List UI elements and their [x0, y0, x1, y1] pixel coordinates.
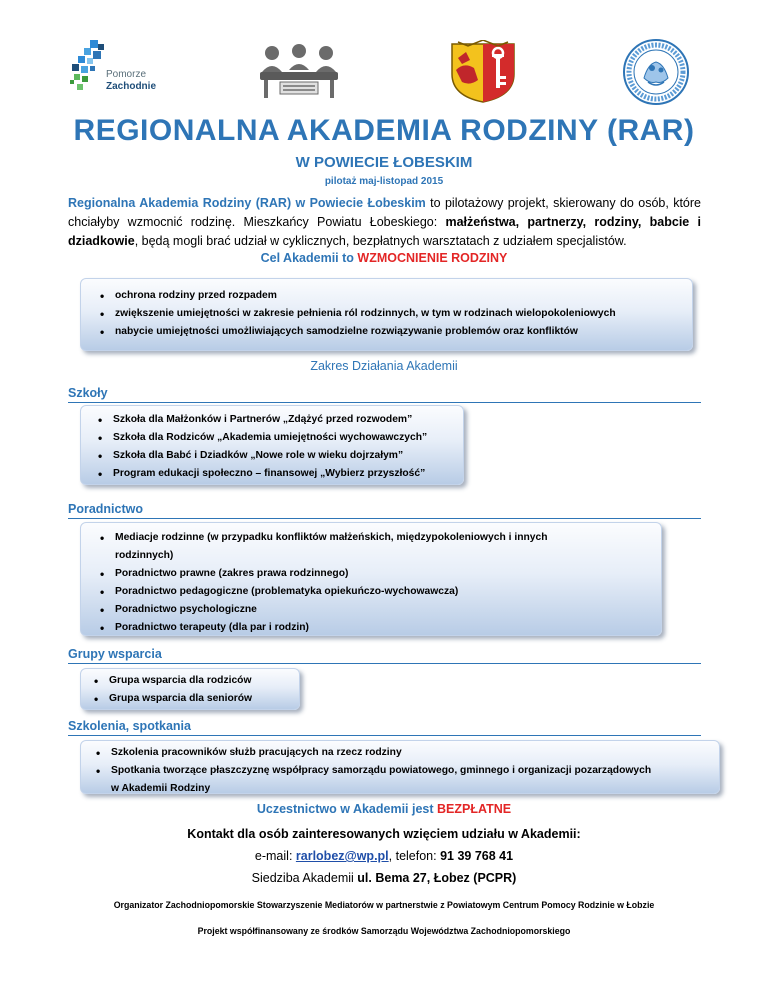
intro-paragraph — [68, 194, 701, 251]
free-label: Uczestnictwo w Akademii jest — [256, 802, 438, 816]
training-list — [91, 744, 711, 798]
list-item: • ochrona rodziny przed rozpadem — [95, 287, 682, 305]
list-item: • Poradnictwo pedagogiczne (problematyka opiekuńczo-wychowawcza) — [95, 583, 653, 601]
mediation-line-2: rodzinnych) — [115, 550, 174, 561]
coat-of-arms-icon — [448, 40, 518, 104]
free-value: BEZPŁATNE — [437, 802, 512, 816]
phone-number: 91 39 768 41 — [440, 849, 514, 863]
mediators-logo — [258, 44, 340, 100]
seat-value: ul. Bema 27, Łobez (PCPR) — [357, 871, 517, 885]
funding-note: Projekt współfinansowany ze środków Samorządu Województwa Zachodniopomorskiego — [197, 926, 571, 936]
pcpr-seal-icon — [622, 38, 690, 106]
support-box — [80, 668, 300, 710]
cooperation-line-2: w Akademii Rodziny — [111, 783, 211, 794]
counseling-list — [95, 529, 653, 637]
page-subtitle: W POWIECIE ŁOBESKIM — [295, 154, 473, 171]
contact-heading: Kontakt dla osób zainteresowanych wzięciem udziału w Akademii: — [187, 827, 581, 841]
schools-list — [93, 411, 455, 483]
goal-label: Cel Akademii to — [260, 251, 358, 265]
counseling-box — [80, 522, 662, 636]
seat-address — [0, 871, 768, 885]
pomorze-word: Pomorze — [106, 69, 147, 80]
intro-text-1: to pilotażowy projekt, skierowany do osób, które chciałyby wzmocnić rodzinę. Mieszkańcy Powiatu Łobeskiego: — [68, 196, 701, 229]
pomorze-zachodnie-logo — [68, 38, 158, 100]
schools-heading: Szkoły — [68, 386, 108, 400]
list-item: • Poradnictwo terapeuty (dla par i rodzin) — [95, 619, 653, 637]
meeting-table-icon — [258, 44, 340, 100]
zachodnie-word: Zachodnie — [106, 81, 157, 92]
email-separator: , telefon: — [388, 849, 441, 863]
pcpr-lobez-logo — [622, 38, 690, 106]
goal-heading — [0, 251, 768, 265]
logo-row — [0, 28, 768, 108]
scope-heading: Zakres Działania Akademii — [310, 359, 458, 373]
support-list — [89, 672, 291, 708]
schools-rule — [68, 402, 701, 403]
training-heading: Szkolenia, spotkania — [68, 719, 191, 733]
list-item: • Grupa wsparcia dla rodziców — [89, 672, 291, 690]
participation-free — [0, 802, 768, 816]
email-link[interactable]: rarlobez@wp.pl — [295, 849, 389, 863]
organizer-note: Organizator Zachodniopomorskie Stowarzyszenie Mediatorów w partnerstwie z Powiatowym Centrum Pomocy Rodzinie w Łobzie — [113, 900, 655, 910]
schools-box — [80, 405, 464, 485]
intro-target-groups: małżeństwa, partnerzy, rodziny, babcie i dziadkowie — [68, 215, 701, 248]
goal-box — [80, 278, 693, 351]
intro-text-2: , będą mogli brać udział w cyklicznych, bezpłatnych warsztatach z udziałem specjalistów. — [134, 234, 627, 248]
seat-label: Siedziba Akademii — [251, 871, 358, 885]
goal-value: WZMOCNIENIE RODZINY — [357, 251, 508, 265]
list-item: • nabycie umiejętności umożliwiających samodzielne rozwiązywanie problemów oraz konfliktów — [95, 323, 682, 341]
pomorze-mosaic-icon — [68, 38, 108, 96]
list-item: • Poradnictwo prawne (zakres prawa rodzinnego) — [95, 565, 653, 583]
counseling-rule — [68, 518, 701, 519]
mediation-line-1: • Mediacje rodzinne (w przypadku konfliktów małżeńskich, międzypokoleniowych i innych — [115, 532, 548, 543]
counseling-heading: Poradnictwo — [68, 502, 144, 516]
list-item — [91, 762, 711, 798]
page-title: REGIONALNA AKADEMIA RODZINY (RAR) — [73, 114, 695, 147]
support-heading: Grupy wsparcia — [68, 647, 162, 661]
list-item: • Szkoła dla Babć i Dziadków „Nowe role w wieku dojrzałym” — [93, 447, 455, 465]
lobez-county-crest — [448, 40, 518, 104]
training-rule — [68, 735, 701, 736]
list-item: • zwiększenie umiejętności w zakresie pełnienia ról rodzinnych, w tym w rodzinach wielopokoleniowych — [95, 305, 682, 323]
list-item: • Szkolenia pracowników służb pracujących na rzecz rodziny — [91, 744, 711, 762]
list-item — [95, 529, 653, 565]
list-item: • Grupa wsparcia dla seniorów — [89, 690, 291, 708]
list-item: • Szkoła dla Rodziców „Akademia umiejętności wychowawczych” — [93, 429, 455, 447]
list-item: • Szkoła dla Małżonków i Partnerów „Zdążyć przed rozwodem” — [93, 411, 455, 429]
goal-list — [95, 287, 682, 341]
support-rule — [68, 663, 701, 664]
list-item: • Poradnictwo psychologiczne — [95, 601, 653, 619]
email-label: e-mail: — [254, 849, 296, 863]
training-box — [80, 740, 720, 794]
pilot-period: pilotaż maj-listopad 2015 — [324, 176, 444, 187]
contact-details — [0, 849, 768, 863]
intro-project-name: Regionalna Akademia Rodziny (RAR) w Powiecie Łobeskim — [68, 196, 426, 210]
list-item: • Program edukacji społeczno – finansowej „Wybierz przyszłość” — [93, 465, 455, 483]
cooperation-line-1: • Spotkania tworzące płaszczyznę współpracy samorządu powiatowego, gminnego i organizacji pozarządowych — [111, 765, 652, 776]
